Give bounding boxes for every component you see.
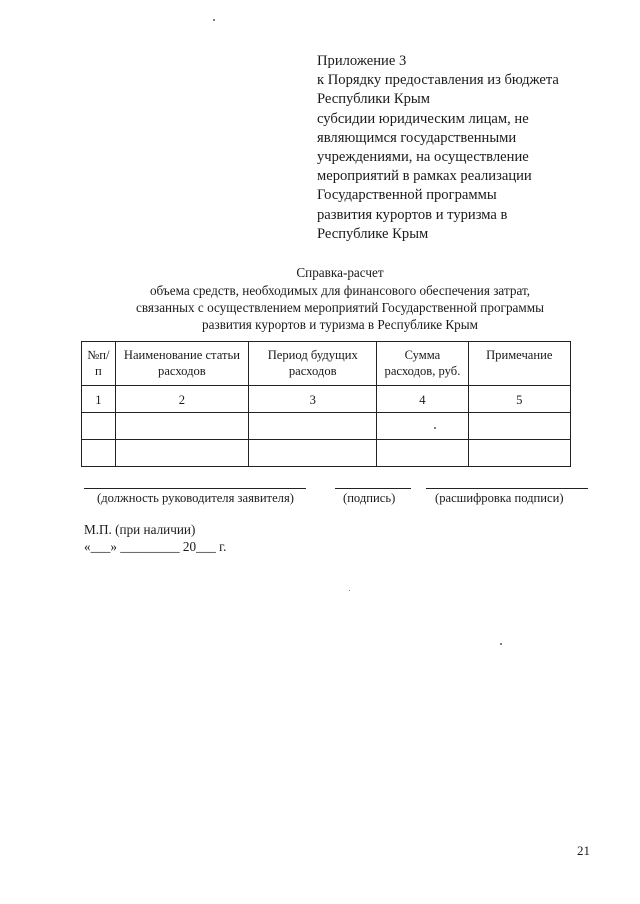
position-label: (должность руководителя заявителя) xyxy=(97,491,294,505)
annex-line: развития курортов и туризма в xyxy=(317,206,508,223)
scan-speck xyxy=(213,19,215,21)
sign-signature-line xyxy=(335,488,411,489)
col-header-note: Примечание xyxy=(468,342,570,386)
decode-signature-line xyxy=(426,488,588,489)
date-line: «___» _________ 20___ г. xyxy=(84,539,227,554)
col-number: 5 xyxy=(468,386,570,413)
stamp-block xyxy=(84,521,226,555)
document-title xyxy=(60,264,620,333)
table-cell[interactable] xyxy=(377,413,468,440)
table-cell[interactable] xyxy=(249,413,377,440)
annex-line: к Порядку предоставления из бюджета xyxy=(317,72,559,89)
annex-line: Республики Крым xyxy=(317,91,430,108)
annex-line: Приложение 3 xyxy=(317,53,407,69)
table-cell[interactable] xyxy=(115,413,248,440)
sign-label: (подпись) xyxy=(343,491,396,505)
col-header-amount: Сумма расходов, руб. xyxy=(377,342,468,386)
title-line: развития курортов и туризма в Республике Крым xyxy=(202,317,478,332)
annex-line: мероприятий в рамках реализации xyxy=(317,168,532,185)
annex-line: учреждениями, на осуществление xyxy=(317,149,529,166)
position-signature-line xyxy=(84,488,306,489)
table-row xyxy=(82,413,571,440)
table-cell[interactable] xyxy=(82,440,116,467)
col-header-number: №п/ п xyxy=(82,342,116,386)
table-header-row xyxy=(82,342,571,386)
annex-line: Государственной программы xyxy=(317,187,497,204)
annex-header xyxy=(317,52,617,244)
col-number: 4 xyxy=(377,386,468,413)
col-number: 3 xyxy=(249,386,377,413)
annex-line: субсидии юридическим лицам, не xyxy=(317,110,529,127)
col-number: 2 xyxy=(115,386,248,413)
table-cell[interactable] xyxy=(249,440,377,467)
title-line: объема средств, необходимых для финансового обеспечения затрат, xyxy=(149,283,531,298)
col-header-period: Период будущих расходов xyxy=(249,342,377,386)
table-cell[interactable] xyxy=(468,440,570,467)
table-cell[interactable] xyxy=(377,440,468,467)
col-header-expense-item: Наименование статьи расходов xyxy=(115,342,248,386)
annex-line: Республике Крым xyxy=(317,225,429,242)
scan-speck xyxy=(500,643,502,645)
annex-line: являющимся государственными xyxy=(317,129,517,146)
scan-speck xyxy=(434,427,436,429)
table-number-row xyxy=(82,386,571,413)
decode-label: (расшифровка подписи) xyxy=(435,491,564,505)
calculation-table xyxy=(81,341,571,467)
page-number: 21 xyxy=(577,843,590,858)
col-number: 1 xyxy=(82,386,116,413)
stamp-label: М.П. (при наличии) xyxy=(84,522,196,537)
table-cell[interactable] xyxy=(468,413,570,440)
title-heading: Справка-расчет xyxy=(296,265,384,280)
table-cell[interactable] xyxy=(82,413,116,440)
scan-speck xyxy=(349,590,350,591)
table-cell[interactable] xyxy=(115,440,248,467)
title-line: связанных с осуществлением мероприятий Государственной программы xyxy=(136,300,544,315)
table-row xyxy=(82,440,571,467)
